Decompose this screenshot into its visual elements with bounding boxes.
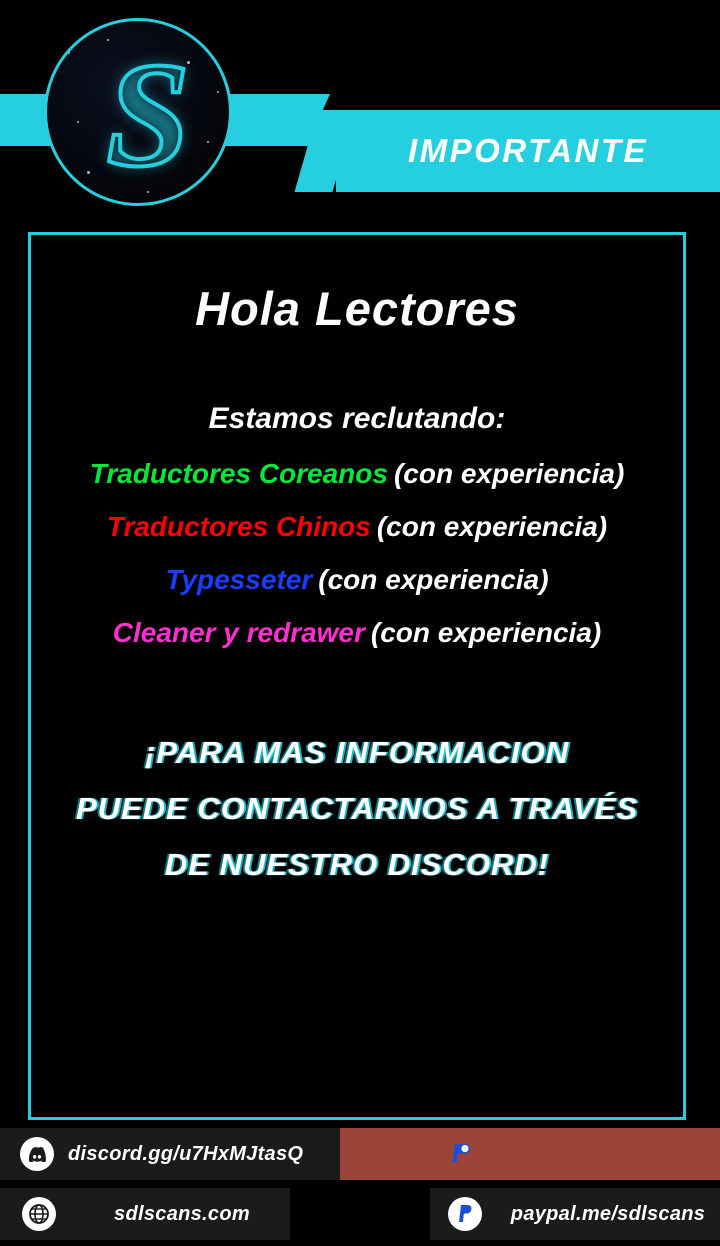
footer-discord-link[interactable] (0, 1128, 340, 1180)
paypal-label: paypal.me/sdlscans (510, 1202, 706, 1225)
cta-line: ¡PARA MAS INFORMACION (145, 735, 569, 770)
role-note: (con experiencia) (393, 458, 625, 489)
role-name: Cleaner y redrawer (112, 617, 365, 648)
role-note: (con experiencia) (370, 617, 602, 648)
scanlation-group-logo (44, 18, 232, 206)
paypal-icon (442, 1137, 476, 1171)
call-to-action (31, 735, 683, 883)
role-note: (con experiencia) (376, 511, 608, 542)
recruit-intro: Estamos reclutando: (208, 402, 506, 435)
role-name: Typesseter (165, 564, 313, 595)
discord-icon (20, 1137, 54, 1171)
role-list (31, 458, 683, 649)
cta-line: PUEDE CONTACTARNOS A TRAVÉS (75, 791, 639, 826)
footer-spacer (290, 1188, 430, 1240)
cta-line: DE NUESTRO DISCORD! (164, 847, 550, 882)
banner-label: IMPORTANTE (407, 132, 649, 169)
role-note: (con experiencia) (318, 564, 549, 595)
logo-letter: S (106, 32, 176, 198)
role-item (31, 617, 683, 649)
header (0, 0, 720, 218)
footer-website-link[interactable] (0, 1188, 290, 1240)
footer-paypal-banner[interactable] (340, 1128, 720, 1180)
globe-icon (22, 1197, 56, 1231)
footer-row-top (0, 1128, 720, 1180)
role-name: Traductores Coreanos (89, 458, 388, 489)
footer-paypal-link[interactable] (430, 1188, 720, 1240)
announcement-panel (28, 232, 686, 1120)
discord-label: discord.gg/u7HxMJtasQ (68, 1142, 304, 1165)
website-label: sdlscans.com (114, 1202, 250, 1225)
role-item (31, 511, 683, 543)
footer-row-bottom (0, 1188, 720, 1240)
role-name: Traductores Chinos (106, 511, 371, 542)
role-item (31, 458, 683, 490)
paypal-icon (448, 1197, 482, 1231)
role-item (31, 564, 683, 596)
footer (0, 1128, 720, 1246)
greeting-title: Hola Lectores (195, 282, 519, 335)
